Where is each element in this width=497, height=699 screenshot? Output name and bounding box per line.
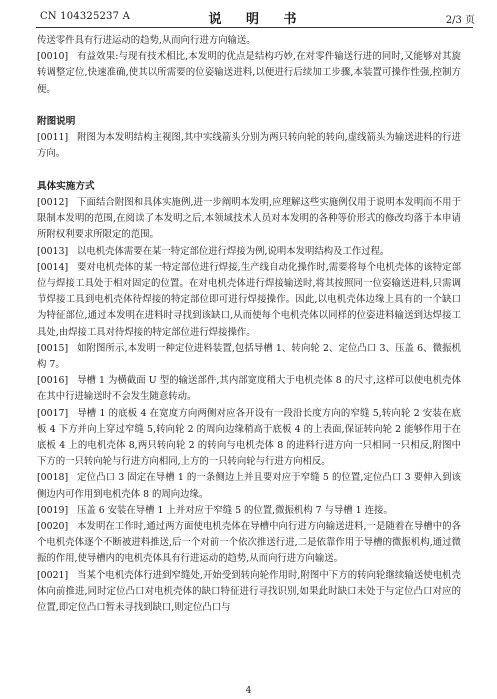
paragraph-text: 有益效果:与现有技术相比,本发明的优点是结构巧妙,在对零件输送行进的同时,又能够对其旋转调整定位,快速准确,使其以所需要的位姿输送进料,以便进行后续加工步骤,本装置可操作性强,控制方便。 [37, 51, 461, 95]
paragraph-text: 导槽 1 为横截面 U 型的输送部件,其内部宽度稍大于电机壳体 8 的尺寸,这样可以使电机壳体在其中行进输送时不会发生随意转动。 [37, 375, 461, 403]
page-header [40, 7, 475, 27]
paragraph-number: [0020] [37, 521, 69, 533]
paragraph-text: 压盖 6 安装在导槽 1 上并对应于窄缝 5 的位置,微振机构 7 与导槽 1 连接。 [77, 504, 393, 516]
paragraph-0013 [37, 244, 461, 260]
document-body [37, 33, 461, 616]
carryover-paragraph: 传送零件具有行进运动的趋势,从而向行进方向输送。 [37, 35, 256, 46]
paragraph-number: [0014] [37, 261, 69, 273]
paragraph-0020 [37, 519, 461, 568]
page-title: 说 明 书 [208, 12, 307, 27]
paragraph-number: [0019] [37, 504, 69, 516]
paragraph-text: 以电机壳体需要在某一特定部位进行焊接为例,说明本发明结构及工作过程。 [77, 245, 390, 257]
paragraph-number: [0016] [37, 375, 69, 387]
paragraph-number: [0011] [37, 132, 69, 144]
patent-number: CN 104325237 A [40, 11, 131, 22]
paragraph-0017 [37, 406, 461, 471]
paragraph-0021 [37, 568, 461, 617]
page-number: 4 [245, 686, 252, 696]
paragraph-text: 附图为本发明结构主视图,其中实线箭头分别为两只转向轮的转向,虚线箭头为输送进料的行进方向。 [37, 132, 461, 160]
paragraph-number: [0012] [37, 197, 69, 208]
paragraph-0016 [37, 373, 461, 405]
section-heading-figures: 附图说明 [37, 116, 76, 127]
paragraph-number: [0018] [37, 472, 69, 484]
paragraph-number: [0013] [37, 245, 69, 257]
paragraph-0019 [37, 503, 461, 519]
paragraph-0011 [37, 130, 461, 162]
paragraph-0012 [37, 195, 461, 244]
paragraph-number: [0017] [37, 407, 69, 419]
paragraph-0018 [37, 470, 461, 502]
paragraph-text: 本发明在工作时,通过两方面使电机壳体在导槽中向行进方向输送进料,一是随着在导槽中的各个电机壳体逐个不断被进料推送,后一个对前一个依次推送行进,二是依靠作用于导槽的微振机构,通过微振的作用,使导槽内的电机壳体具有行进运动的趋势,从而向行进方向输送。 [37, 521, 461, 565]
paragraph-text: 当某个电机壳体行进到窄缝处,开始受到转向轮作用时,附图中下方的转向轮继续输送使电机壳体向前推进,同时定位凸口对电机壳体的缺口特征进行寻找识别,如果此时缺口未处于与定位凸口对应的位置,即定位凸口暂未寻找到缺口,则定位凸口与 [37, 569, 461, 614]
paragraph-0015 [37, 341, 461, 373]
paragraph-text: 导槽 1 的底板 4 在宽度方向两侧对应各开设有一段沿长度方向的窄缝 5,转向轮 2 安装在底板 4 下方并向上穿过窄缝 5,转向轮 2 的周向边缘稍高于底板 4 的上表面,保证转向轮 2 能够作用于在底板 4 上的电机壳体 8,两只转向轮 2 的转向与电机壳体 8 的进料行进方向一只相同一只相反,附图中下方的一只转向轮与行进方向相同,上方的一只转向轮与行进方向相反。 [37, 407, 461, 468]
section-heading-embodiment: 具体实施方式 [37, 180, 95, 192]
paragraph-number: [0021] [37, 569, 69, 581]
paragraph-0010 [37, 49, 461, 98]
paragraph-text: 要对电机壳体的某一特定部位进行焊接,生产线自动化操作时,需要将每个电机壳体的该特定部位与焊接工具处于相对固定的位置。在对电机壳体进行焊接输送时,将其按照同一位姿输送进料,只需调节焊接工具到电机壳体待焊接的特定部位即可进行焊接操作。因此,以电机壳体边缘上具有的一个缺口为特征部位,通过本发明在进料时寻找到该缺口,从而使每个电机壳体以同样的位姿进料输送到达焊接工具处,由焊接工具对待焊接的特定部位进行焊接操作。 [37, 261, 461, 338]
paragraph-text: 定位凸口 3 固定在导槽 1 的一条侧边上并且要对应于窄缝 5 的位置,定位凸口 3 要伸入到该侧边内可作用到电机壳体 8 的周向边缘。 [37, 472, 461, 500]
page-indicator: 2/3 页 [445, 15, 475, 26]
header-rule [36, 27, 473, 28]
paragraph-text: 下面结合附图和具体实施例,进一步阐明本发明,应理解这些实施例仅用于说明本发明而不用于限制本发明的范围,在阅读了本发明之后,本领域技术人员对本发明的各种等价形式的修改均落于本申请所附权利要求所限定的范围。 [37, 197, 461, 241]
paragraph-number: [0015] [37, 342, 69, 354]
paragraph-text: 如附图所示,本发明一种定位进料装置,包括导槽 1、转向轮 2、定位凸口 3、压盖 6、微振机构 7。 [37, 342, 461, 371]
paragraph-number: [0010] [37, 51, 69, 63]
paragraph-0014 [37, 260, 461, 341]
